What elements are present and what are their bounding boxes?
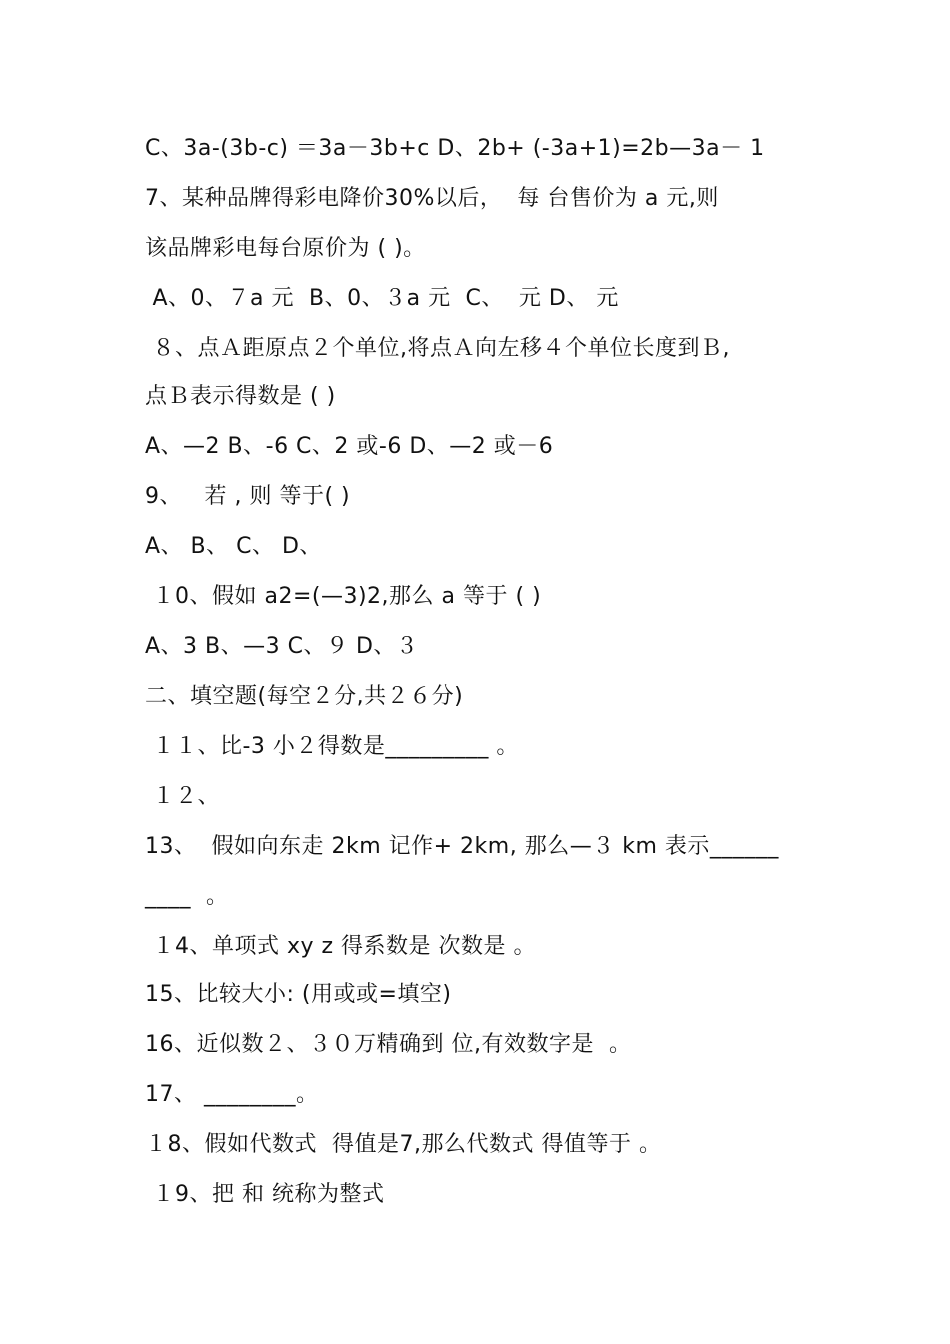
text-line-option-cd: C、3a-(3b-c) ＝3a－3b+c D、2b+ (-3a+1)=2b—3a－ 1 [145,136,765,161]
text-line-question-11: １１、比-3 小２得数是_________ 。 [145,734,519,759]
text-line-question-12: １２、 [145,784,220,809]
text-line-question-14: １4、单项式 xy z 得系数是 次数是 。 [145,934,537,959]
text-line-question-16: 16、近似数２、３０万精确到 位,有效数字是 。 [145,1032,632,1057]
text-line-question-18: １8、假如代数式 得值是7,那么代数式 得值等于 。 [145,1132,662,1157]
text-line-question-13: 13、 假如向东走 2km 记作+ 2km, 那么—３ km 表示______ [145,834,779,859]
text-line-question-7: 7、某种品牌得彩电降价30%以后， 每 台售价为 a 元,则 [145,186,719,211]
text-line-question-9-options: A、 B、 C、 D、 [145,534,322,559]
text-line-question-8-cont: 点Ｂ表示得数是 ( ) [145,384,336,409]
text-line-question-13-cont: ____ 。 [145,884,229,909]
text-line-question-19: １9、把 和 统称为整式 [145,1182,385,1207]
text-line-question-9: 9、 若 , 则 等于( ) [145,484,351,509]
text-line-question-8-options: A、—2 B、-6 C、2 或-6 D、—2 或－6 [145,434,554,459]
text-line-question-7-options: A、0、７a 元 B、0、３a 元 C、 元 D、 元 [145,286,619,311]
text-line-question-15: 15、比较大小: (用或或=填空) [145,982,452,1007]
text-line-question-7-cont: 该品牌彩电每台原价为 ( )。 [145,236,426,261]
text-line-question-17: 17、 ________。 [145,1082,319,1107]
text-line-question-10-options: A、3 B、—3 C、９ D、３ [145,634,419,659]
text-line-question-8: ８、点Ａ距原点２个单位,将点Ａ向左移４个单位长度到Ｂ, [145,336,730,361]
text-line-question-10: １0、假如 a2=(—3)2,那么 a 等于 ( ) [145,584,542,609]
section-heading-fill-in: 二、填空题(每空２分,共２６分) [145,684,464,709]
